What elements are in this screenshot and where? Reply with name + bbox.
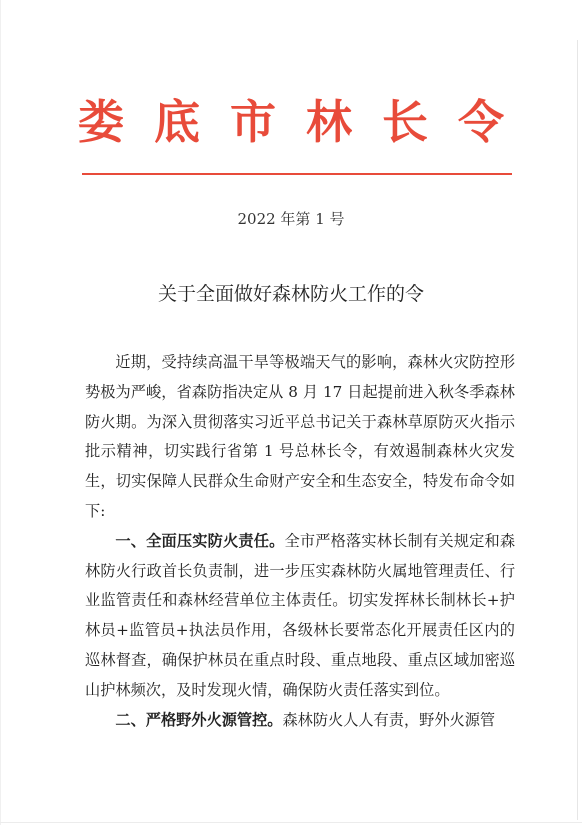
section-1-paragraph [85,527,515,706]
document-body [85,348,515,735]
section-1-heading: 一、全面压实防火责任。 [115,531,285,550]
page-edge-bottom [0,822,582,823]
page-edge-right [577,40,578,820]
intro-paragraph: 近期，受持续高温干旱等极端天气的影响，森林火灾防控形势极为严峻，省森防指决定从 8 月 17 日起提前进入秋冬季森林防火期。为深入贯彻落实习近平总书记关于森林草原防灭火指示批示精神，切实践行省第 1 号总林长令，有效遏制森林火灾发生，切实保障人民群众生命财产安全和生态安全，特发布命令如下: [85,353,515,520]
document-number: 2022 年第 1 号 [237,210,345,228]
header-red-divider [82,173,512,175]
section-2-heading: 二、严格野外火源管控。 [115,710,283,729]
document-header-title: 娄底市林长令 [78,95,534,149]
section-1-body: 全市严格落实林长制有关规定和森林防火行政首长负责制，进一步压实森林防火属地管理责任、行业监管责任和森林经营单位主体责任。切实发挥林长制林长+护林员+监管员+执法员作用，各级林长要常态化开展责任区内的巡林督查，确保护林员在重点时段、重点地段、重点区域加密巡山护林频次，及时发现火情，确保防火责任落实到位。 [85,531,516,699]
section-2-body: 森林防火人人有责，野外火源管 [282,710,496,729]
section-2-paragraph [85,706,515,736]
document-title: 关于全面做好森林防火工作的令 [157,283,424,305]
